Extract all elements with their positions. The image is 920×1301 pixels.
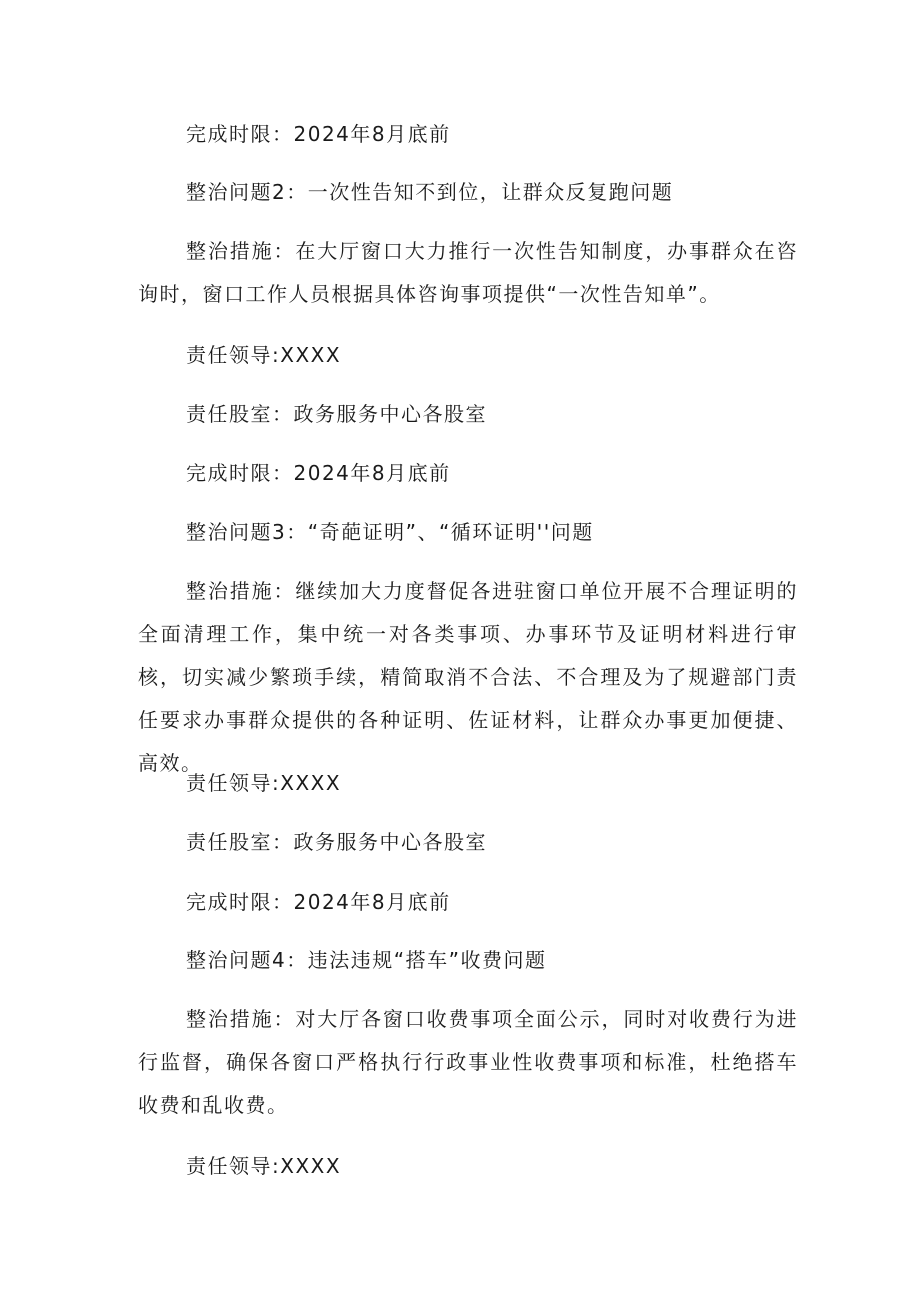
responsible-office-line: 责任股室：政务服务中心各股室 bbox=[186, 402, 487, 426]
deadline-line: 完成时限：2024年8月底前 bbox=[186, 890, 451, 914]
deadline-line: 完成时限：2024年8月底前 bbox=[186, 461, 451, 485]
issue-3-measures: 整治措施：继续加大力度督促各进驻窗口单位开展不合理证明的全面清理工作，集中统一对各类事项、办事环节及证明材料进行审核，切实减少繁琐手续，精简取消不合法、不合理及为了规避部门责任要求办事群众提供的各种证明、佐证材料，让群众办事更加便捷、高效。 bbox=[138, 579, 798, 775]
responsible-leader-line: 责任领导:XXXX bbox=[186, 771, 342, 795]
issue-2-measures: 整治措施：在大厅窗口大力推行一次性告知制度，办事群众在咨询时，窗口工作人员根据具体咨询事项提供“一次性告知单”。 bbox=[138, 239, 798, 306]
issue-2-title: 整治问题2：一次性告知不到位，让群众反复跑问题 bbox=[186, 180, 674, 204]
responsible-leader-line: 责任领导:XXXX bbox=[186, 343, 342, 367]
deadline-line: 完成时限：2024年8月底前 bbox=[186, 122, 451, 146]
issue-4-title: 整治问题4：违法违规“搭车”收费问题 bbox=[186, 948, 547, 972]
responsible-office-line: 责任股室：政务服务中心各股室 bbox=[186, 830, 487, 854]
issue-4-measures: 整治措施：对大厅各窗口收费事项全面公示，同时对收费行为进行监督，确保各窗口严格执行行政事业性收费事项和标准，杜绝搭车收费和乱收费。 bbox=[138, 1007, 798, 1117]
responsible-leader-line: 责任领导:XXXX bbox=[186, 1154, 342, 1178]
issue-3-title: 整治问题3：“奇葩证明”、“循环证明''问题 bbox=[186, 520, 594, 544]
